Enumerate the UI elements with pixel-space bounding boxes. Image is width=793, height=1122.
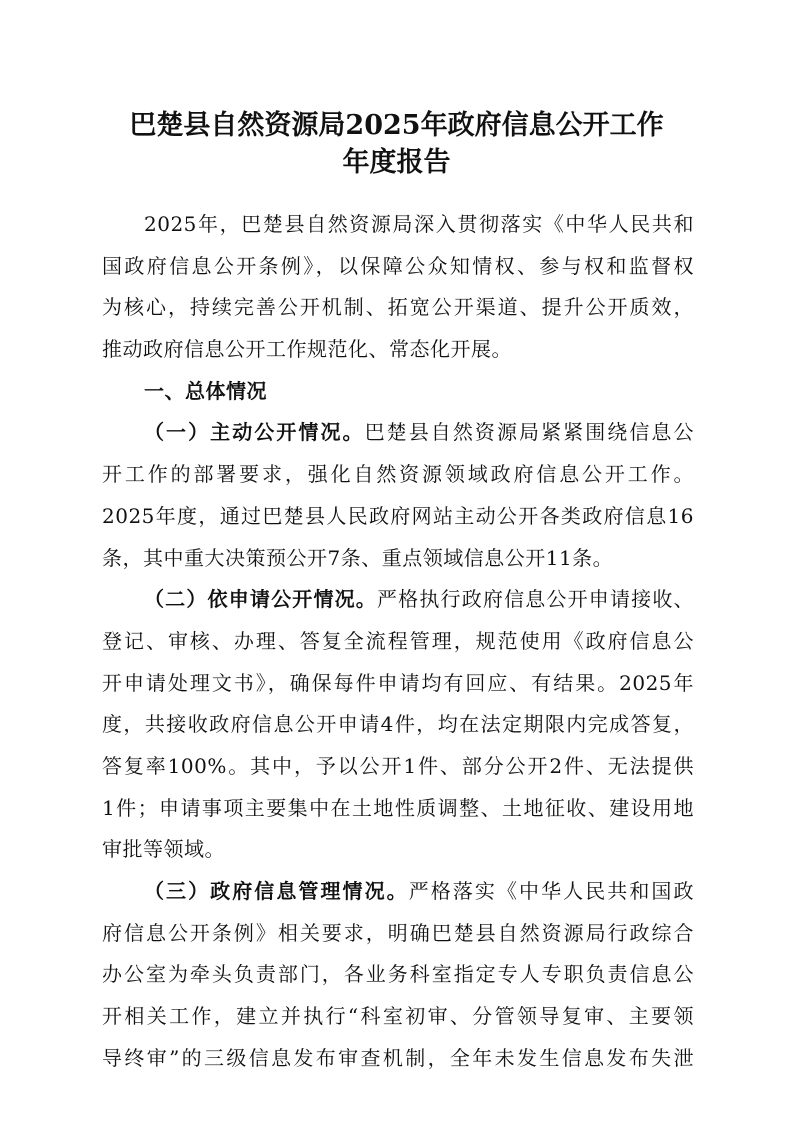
paragraph-line: 度，共接收政府信息公开申请4件，均在法定期限内完成答复， [102, 712, 694, 737]
paragraph-line: 导终审”的三级信息发布审查机制，全年未发生信息发布失泄 [102, 1045, 694, 1070]
paragraph-line: 府信息公开条例》相关要求，明确巴楚县自然资源局行政综合 [102, 920, 694, 945]
paragraph-first-line [102, 412, 694, 454]
paragraph-line: 开相关工作，建立并执行“科室初审、分管领导复审、主要领 [102, 1004, 694, 1029]
document-title-line-2: 年度报告 [342, 147, 451, 178]
paragraph-first-line [102, 871, 694, 913]
paragraph-line: 答复率100%。其中，予以公开1件、部分公开2件、无法提供 [102, 753, 694, 778]
document-body [102, 204, 694, 1079]
section-heading: 一、总体情况 [144, 378, 267, 403]
paragraph-line: 1件；申请事项主要集中在土地性质调整、土地征收、建设用地 [102, 795, 694, 820]
paragraph-line: 开申请处理文书》，确保每件申请均有回应、有结果。2025年 [102, 670, 694, 695]
document-title-line-1: 巴楚县自然资源局2025年政府信息公开工作 [129, 110, 664, 141]
intro-line: 2025年，巴楚县自然资源局深入贯彻落实《中华人民共和 [144, 212, 694, 236]
paragraph-line: 条，其中重大决策预公开7条、重点领域信息公开11条。 [102, 545, 614, 570]
paragraph-text: 严格执行政府信息公开申请接收、 [376, 587, 695, 612]
paragraph-line: 审批等领域。 [102, 837, 225, 862]
paragraph-lead: （二）依申请公开情况。 [144, 587, 377, 612]
intro-line: 国政府信息公开条例》，以保障公众知情权、参与权和监督权 [102, 253, 694, 278]
paragraph-line: 开工作的部署要求，强化自然资源领域政府信息公开工作。 [102, 462, 694, 487]
paragraph-text: 巴楚县自然资源局紧紧围绕信息公 [364, 420, 694, 445]
paragraph-line: 2025年度，通过巴楚县人民政府网站主动公开各类政府信息16 [102, 503, 694, 528]
paragraph-line: 登记、审核、办理、答复全流程管理，规范使用《政府信息公 [102, 628, 694, 653]
paragraph-lead: （一）主动公开情况。 [144, 420, 365, 445]
paragraph-text: 严格落实《中华人民共和国政 [408, 879, 694, 903]
intro-line: 为核心，持续完善公开机制、拓宽公开渠道、提升公开质效， [102, 295, 694, 320]
paragraph-lead: （三）政府信息管理情况。 [144, 879, 409, 903]
paragraph-line: 办公室为牵头负责部门，各业务科室指定专人专职负责信息公 [102, 962, 694, 987]
paragraph-first-line [102, 579, 694, 621]
intro-line: 推动政府信息公开工作规范化、常态化开展。 [102, 337, 512, 362]
